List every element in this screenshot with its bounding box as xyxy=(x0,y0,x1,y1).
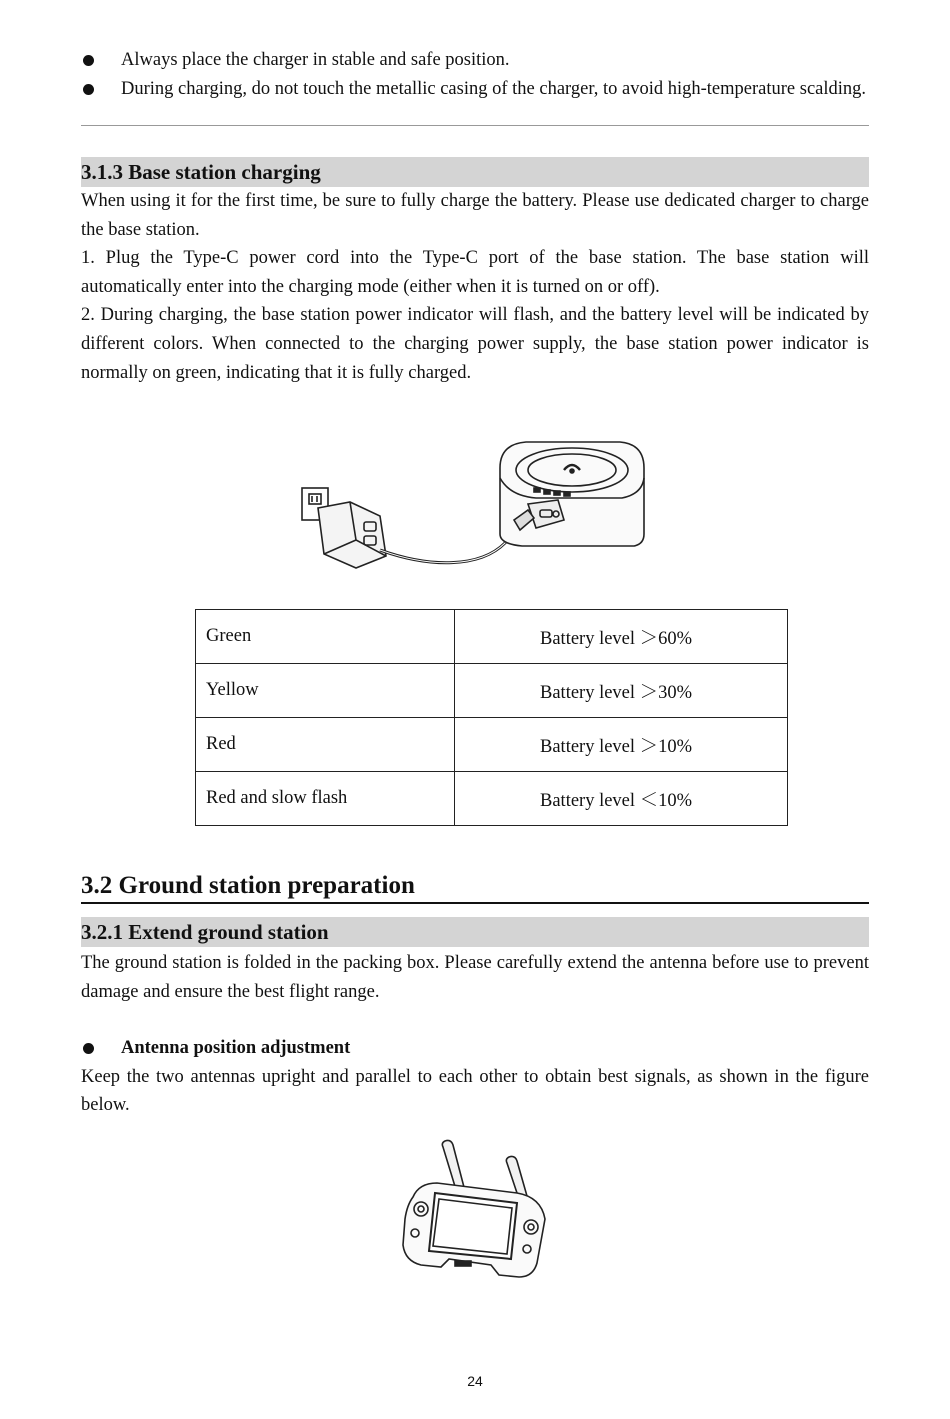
table-cell-level: Battery level ＞30% xyxy=(455,664,788,718)
divider xyxy=(81,125,869,126)
list-item xyxy=(81,46,869,75)
paragraph: 1. Plug the Type-C power cord into the Type-C port of the base station. The base station will automatically enter into the charging mode (either when it is turned on or off). xyxy=(81,248,869,297)
battery-level-table xyxy=(195,609,788,826)
table-cell-color: Red xyxy=(196,718,455,772)
table-row xyxy=(196,664,788,718)
table-row xyxy=(196,772,788,826)
bullet-icon xyxy=(83,84,94,95)
paragraph: The ground station is folded in the packing box. Please carefully extend the antenna before use to prevent damage and ensure the best flight range. xyxy=(81,953,869,1002)
table-cell-level: Battery level ＜10% xyxy=(455,772,788,826)
section-heading-321: 3.2.1 Extend ground station xyxy=(81,917,869,947)
bullet-icon xyxy=(83,1043,94,1054)
section-heading-32: 3.2 Ground station preparation xyxy=(81,870,869,904)
table-cell-level: Battery level ＞60% xyxy=(455,610,788,664)
section-heading-313: 3.1.3 Base station charging xyxy=(81,157,869,187)
base-station-charging-illustration xyxy=(300,438,650,578)
ground-station-antenna-illustration xyxy=(395,1135,555,1285)
list-item xyxy=(81,75,869,104)
table-cell-color: Green xyxy=(196,610,455,664)
paragraph: 2. During charging, the base station power indicator will flash, and the battery level will be indicated by different colors. When connected to the charging power supply, the base station power indicator is normally on green, indicating that it is fully charged. xyxy=(81,305,869,383)
paragraph: Keep the two antennas upright and parallel to each other to obtain best signals, as shown in the figure below. xyxy=(81,1066,869,1116)
table-cell-color: Red and slow flash xyxy=(196,772,455,826)
page-body xyxy=(81,46,869,387)
table-cell-level: Battery level ＞10% xyxy=(455,718,788,772)
list-item xyxy=(81,1034,869,1063)
safety-bullets xyxy=(81,46,869,103)
bullet-heading: Antenna position adjustment xyxy=(121,1038,351,1059)
section-321-body xyxy=(81,949,869,1120)
paragraph: When using it for the first time, be sure to fully charge the battery. Please use dedicated charger to charge the base station. xyxy=(81,191,869,240)
table-row xyxy=(196,610,788,664)
bullet-icon xyxy=(83,55,94,66)
bullet-text: During charging, do not touch the metallic casing of the charger, to avoid high-temperature scalding. xyxy=(121,78,867,99)
page-number: 24 xyxy=(467,1373,483,1389)
bullet-text: Always place the charger in stable and safe position. xyxy=(121,50,510,70)
table-row xyxy=(196,718,788,772)
table-cell-color: Yellow xyxy=(196,664,455,718)
